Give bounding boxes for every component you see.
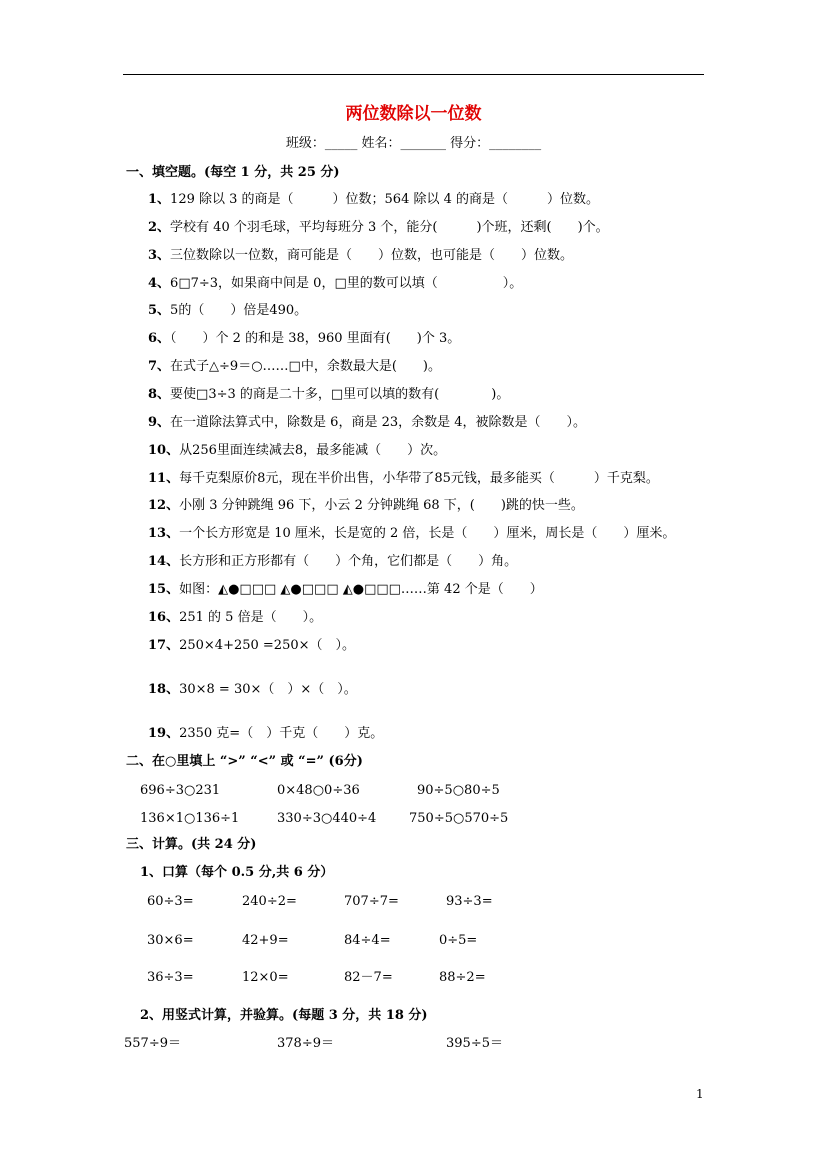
compare-item: 330÷3○440÷4 — [277, 811, 377, 826]
vertical-problem: 557÷9＝ — [124, 1036, 181, 1051]
question-number: 3、 — [148, 248, 171, 263]
question-number: 13、 — [148, 526, 180, 541]
oral-problem: 36÷3= — [147, 970, 194, 985]
oral-calc-title: 1、口算（每个 0.5 分,共 6 分） — [140, 865, 334, 880]
question-12 — [148, 499, 584, 512]
question-1 — [148, 193, 599, 206]
question-16 — [148, 611, 322, 624]
question-text: 一个长方形宽是 10 厘米，长是宽的 2 倍，长是（ ）厘米，周长是（ ）厘米。 — [179, 526, 676, 541]
question-text: 129 除以 3 的商是（ ）位数；564 除以 4 的商是（ ）位数。 — [170, 192, 600, 207]
section3-title: 三、计算。(共 24 分) — [126, 837, 257, 852]
question-number: 1、 — [148, 192, 171, 207]
question-11 — [148, 472, 659, 485]
question-number: 2、 — [148, 220, 171, 235]
question-text: 在式子△÷9＝○……□中，余数最大是( )。 — [170, 359, 441, 374]
question-4 — [148, 277, 522, 290]
question-number: 9、 — [148, 415, 171, 430]
question-text: 如图：◭●□□□ ◭●□□□ ◭●□□□……第 42 个是（ ） — [179, 582, 543, 597]
question-number: 19、 — [148, 726, 180, 741]
question-number: 17、 — [148, 638, 180, 653]
question-3 — [148, 249, 573, 262]
oral-problem: 93÷3= — [446, 894, 493, 909]
compare-item: 0×48○0÷36 — [277, 783, 360, 798]
student-info-line: 班级：_____ 姓名：_______ 得分：________ — [285, 136, 542, 151]
oral-problem: 707÷7= — [344, 894, 399, 909]
question-13 — [148, 527, 675, 540]
section1-title: 一、填空题。(每空 1 分，共 25 分) — [126, 165, 340, 180]
question-text: 5的（ ）倍是490。 — [170, 303, 308, 318]
question-5 — [148, 304, 307, 317]
question-18 — [148, 683, 357, 696]
compare-item: 90÷5○80÷5 — [417, 783, 500, 798]
question-text: 小刚 3 分钟跳绳 96 下，小云 2 分钟跳绳 68 下，( )跳的快一些。 — [179, 498, 584, 513]
question-text: 三位数除以一位数，商可能是（ ）位数，也可能是（ ）位数。 — [170, 248, 574, 263]
compare-item: 696÷3○231 — [140, 783, 221, 798]
oral-problem: 42+9= — [242, 933, 289, 948]
question-17 — [148, 639, 355, 652]
question-number: 15、 — [148, 582, 180, 597]
oral-problem: 84÷4= — [344, 933, 391, 948]
oral-problem: 0÷5= — [439, 933, 478, 948]
question-text: （ ）个 2 的和是 38，960 里面有( )个 3。 — [170, 331, 461, 346]
question-15 — [148, 583, 543, 596]
question-number: 10、 — [148, 443, 180, 458]
question-number: 14、 — [148, 554, 180, 569]
question-text: 从256里面连续减去8，最多能减（ ）次。 — [179, 443, 447, 458]
vertical-calc-title: 2、用竖式计算，并验算。(每题 3 分，共 18 分) — [140, 1008, 428, 1023]
question-text: 在一道除法算式中，除数是 6，商是 23，余数是 4，被除数是（ ）。 — [170, 415, 587, 430]
question-10 — [148, 444, 446, 457]
question-number: 11、 — [148, 471, 180, 486]
question-number: 8、 — [148, 387, 171, 402]
page-number: 1 — [696, 1087, 704, 1101]
question-number: 7、 — [148, 359, 171, 374]
question-8 — [148, 388, 509, 401]
oral-problem: 82－7= — [344, 970, 393, 985]
question-text: 6□7÷3，如果商中间是 0，□里的数可以填（ ）。 — [170, 276, 523, 291]
top-rule — [123, 74, 704, 75]
question-text: 每千克梨原价8元，现在半价出售，小华带了85元钱，最多能买（ ）千克梨。 — [179, 471, 659, 486]
question-number: 5、 — [148, 303, 171, 318]
question-6 — [148, 332, 460, 345]
question-14 — [148, 555, 517, 568]
oral-problem: 12×0= — [242, 970, 289, 985]
question-number: 12、 — [148, 498, 180, 513]
question-text: 30×8 = 30×（ ）×（ ）。 — [179, 682, 357, 697]
question-text: 251 的 5 倍是（ ）。 — [179, 610, 323, 625]
question-number: 4、 — [148, 276, 171, 291]
question-2 — [148, 221, 609, 234]
question-text: 2350 克=（ ）千克（ ）克。 — [179, 726, 384, 741]
question-text: 要使□3÷3 的商是二十多，□里可以填的数有( )。 — [170, 387, 510, 402]
vertical-problem: 395÷5＝ — [446, 1036, 503, 1051]
oral-problem: 240÷2= — [242, 894, 297, 909]
question-text: 250×4+250 =250×（ ）。 — [179, 638, 356, 653]
compare-item: 136×1○136÷1 — [140, 811, 240, 826]
question-9 — [148, 416, 586, 429]
page-title: 两位数除以一位数 — [345, 104, 482, 124]
vertical-problem: 378÷9＝ — [277, 1036, 334, 1051]
question-text: 学校有 40 个羽毛球，平均每班分 3 个，能分( )个班，还剩( )个。 — [170, 220, 609, 235]
question-19 — [148, 727, 383, 740]
question-number: 6、 — [148, 331, 171, 346]
question-text: 长方形和正方形都有（ ）个角，它们都是（ ）角。 — [179, 554, 518, 569]
question-number: 16、 — [148, 610, 180, 625]
compare-item: 750÷5○570÷5 — [409, 811, 509, 826]
question-number: 18、 — [148, 682, 180, 697]
section2-title: 二、在○里填上 “>” “<” 或 “=” (6分) — [126, 754, 363, 769]
question-7 — [148, 360, 441, 373]
oral-problem: 88÷2= — [439, 970, 486, 985]
oral-problem: 60÷3= — [147, 894, 194, 909]
oral-problem: 30×6= — [147, 933, 194, 948]
